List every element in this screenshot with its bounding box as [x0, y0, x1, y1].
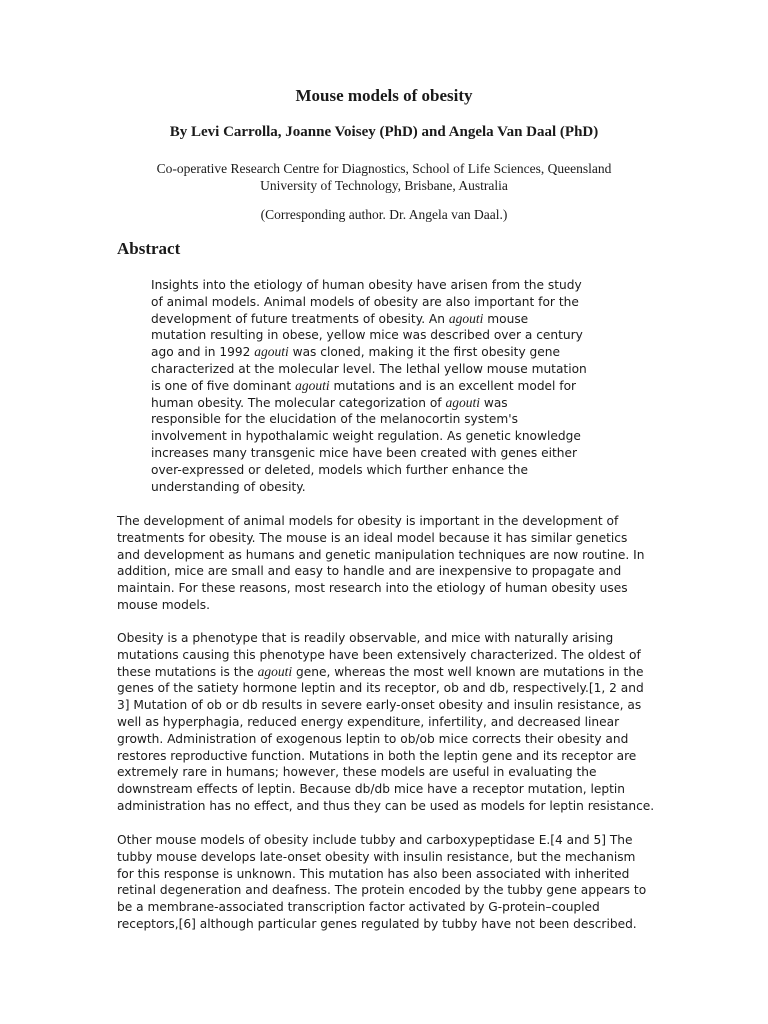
text-run: retinal degeneration and deafness. The protein encoded by the tubby gene appears to: [117, 883, 647, 898]
text-run: tubby mouse develops late-onset obesity with insulin resistance, but the mechanism: [117, 849, 636, 864]
italic-term: agouti: [295, 377, 330, 393]
text-line: [117, 781, 652, 798]
text-line: [117, 916, 652, 933]
text-line: [117, 580, 652, 597]
text-line: [117, 647, 652, 664]
text-line: [117, 866, 652, 883]
text-run: for this response is unknown. This mutation has also been associated with inherited: [117, 866, 630, 881]
text-line: [117, 764, 652, 781]
text-run: gene, whereas the most well known are mutations in the: [292, 664, 644, 679]
text-line: [117, 714, 652, 731]
text-run: The development of animal models for obesity is important in the development of: [117, 514, 619, 528]
text-run: mouse models.: [117, 597, 210, 612]
text-line: [117, 832, 652, 849]
abstract-text: [151, 277, 601, 495]
text-line: [151, 277, 601, 294]
italic-term: agouti: [257, 663, 293, 679]
italic-term: agouti: [445, 394, 480, 410]
text-run: be a membrane-associated transcription factor activated by G-protein–coupled: [117, 900, 600, 915]
corresponding-author: (Corresponding author. Dr. Angela van Daal.): [260, 207, 508, 222]
text-line: [117, 748, 652, 765]
author-list: By Levi Carrolla, Joanne Voisey (PhD) and Angela Van Daal (PhD): [169, 124, 599, 140]
text-run: involvement in hypothalamic weight regulation. As genetic knowledge: [151, 429, 581, 444]
text-run: maintain. For these reasons, most research into the etiology of human obesity uses: [117, 581, 628, 596]
text-line: [117, 664, 652, 681]
text-line: [117, 899, 652, 916]
text-run: addition, mice are small and easy to handle and are inexpensive to propagate and: [117, 564, 622, 579]
abstract-heading: Abstract: [117, 239, 181, 258]
text-run: ago and in 1992: [151, 345, 255, 360]
text-run: characterized at the molecular level. The lethal yellow mouse mutation: [151, 361, 587, 376]
text-line: [117, 697, 652, 714]
text-line: [151, 294, 601, 311]
text-line: [117, 563, 652, 580]
text-run: growth. Administration of exogenous leptin to ob/ob mice corrects their obesity and: [117, 731, 629, 746]
text-run: over-expressed or deleted, models which further enhance the: [151, 462, 528, 477]
text-line: [117, 882, 652, 899]
text-line: [151, 462, 601, 479]
body-paragraph: [117, 832, 652, 933]
text-run: mutation resulting in obese, yellow mice was described over a century: [151, 328, 583, 343]
text-run: downstream effects of leptin. Because db/db mice have a receptor mutation, leptin: [117, 782, 626, 797]
text-line: [117, 513, 652, 530]
italic-term: agouti: [254, 344, 289, 360]
text-run: Other mouse models of obesity include tubby and carboxypeptidase E.[4 and 5] The: [117, 833, 633, 847]
text-run: Insights into the etiology of human obesity have arisen from the study: [151, 278, 582, 292]
text-run: is one of five dominant: [151, 378, 296, 393]
affiliation: [0, 161, 768, 194]
text-run: of animal models. Animal models of obesity are also important for the: [151, 294, 579, 309]
text-line: [151, 378, 601, 395]
text-run: mouse: [483, 311, 529, 326]
body-paragraph: [117, 513, 652, 614]
text-run: responsible for the elucidation of the melanocortin system's: [151, 412, 518, 427]
text-line: [151, 411, 601, 428]
affiliation-line: University of Technology, Brisbane, Australia: [260, 177, 508, 193]
paper-title: Mouse models of obesity: [295, 86, 473, 105]
text-line: [117, 630, 652, 647]
text-run: restores reproductive function. Mutations in both the leptin gene and its receptor are: [117, 748, 637, 763]
text-run: genes of the satiety hormone leptin and its receptor, ob and db, respectively.[1, 2 and: [117, 681, 644, 696]
text-run: increases many transgenic mice have been created with genes either: [151, 445, 578, 460]
text-line: [117, 597, 652, 614]
text-run: was: [480, 395, 508, 410]
text-run: development of future treatments of obesity. An: [151, 311, 449, 326]
text-run: treatments for obesity. The mouse is an ideal model because it has similar genetics: [117, 530, 628, 545]
text-line: [151, 445, 601, 462]
text-line: [117, 530, 652, 547]
text-line: [151, 327, 601, 344]
text-line: [117, 849, 652, 866]
affiliation-line: Co-operative Research Centre for Diagnostics, School of Life Sciences, Queensland: [156, 161, 612, 176]
text-run: mutations and is an excellent model for: [329, 378, 577, 393]
text-line: [151, 428, 601, 445]
text-line: [151, 395, 601, 412]
text-run: mutations causing this phenotype have been extensively characterized. The oldest of: [117, 647, 641, 662]
text-run: human obesity. The molecular categorization of: [151, 395, 446, 410]
text-run: these mutations is the: [117, 664, 258, 679]
text-line: [151, 344, 601, 361]
text-line: [151, 479, 601, 496]
body-paragraph: [117, 630, 655, 815]
text-line: [117, 547, 652, 564]
italic-term: agouti: [448, 310, 484, 326]
text-run: receptors,[6] although particular genes regulated by tubby have not been described.: [117, 916, 637, 931]
text-run: administration has no effect, and thus they can be used as models for leptin resistance.: [117, 798, 655, 813]
text-run: well as hyperphagia, reduced energy expenditure, infertility, and decreased linear: [117, 714, 620, 729]
text-run: was cloned, making it the first obesity gene: [288, 345, 560, 360]
text-run: understanding of obesity.: [151, 479, 306, 494]
text-line: [117, 798, 655, 815]
text-run: Obesity is a phenotype that is readily observable, and mice with naturally arising: [117, 631, 614, 645]
text-run: and development as humans and genetic manipulation techniques are now routine. In: [117, 547, 645, 562]
text-run: 3] Mutation of ob or db results in severe early-onset obesity and insulin resistance, as: [117, 698, 642, 713]
text-line: [117, 731, 652, 748]
text-line: [117, 680, 652, 697]
text-run: extremely rare in humans; however, these models are useful in evaluating the: [117, 765, 597, 780]
text-line: [151, 311, 601, 328]
text-line: [151, 361, 601, 378]
